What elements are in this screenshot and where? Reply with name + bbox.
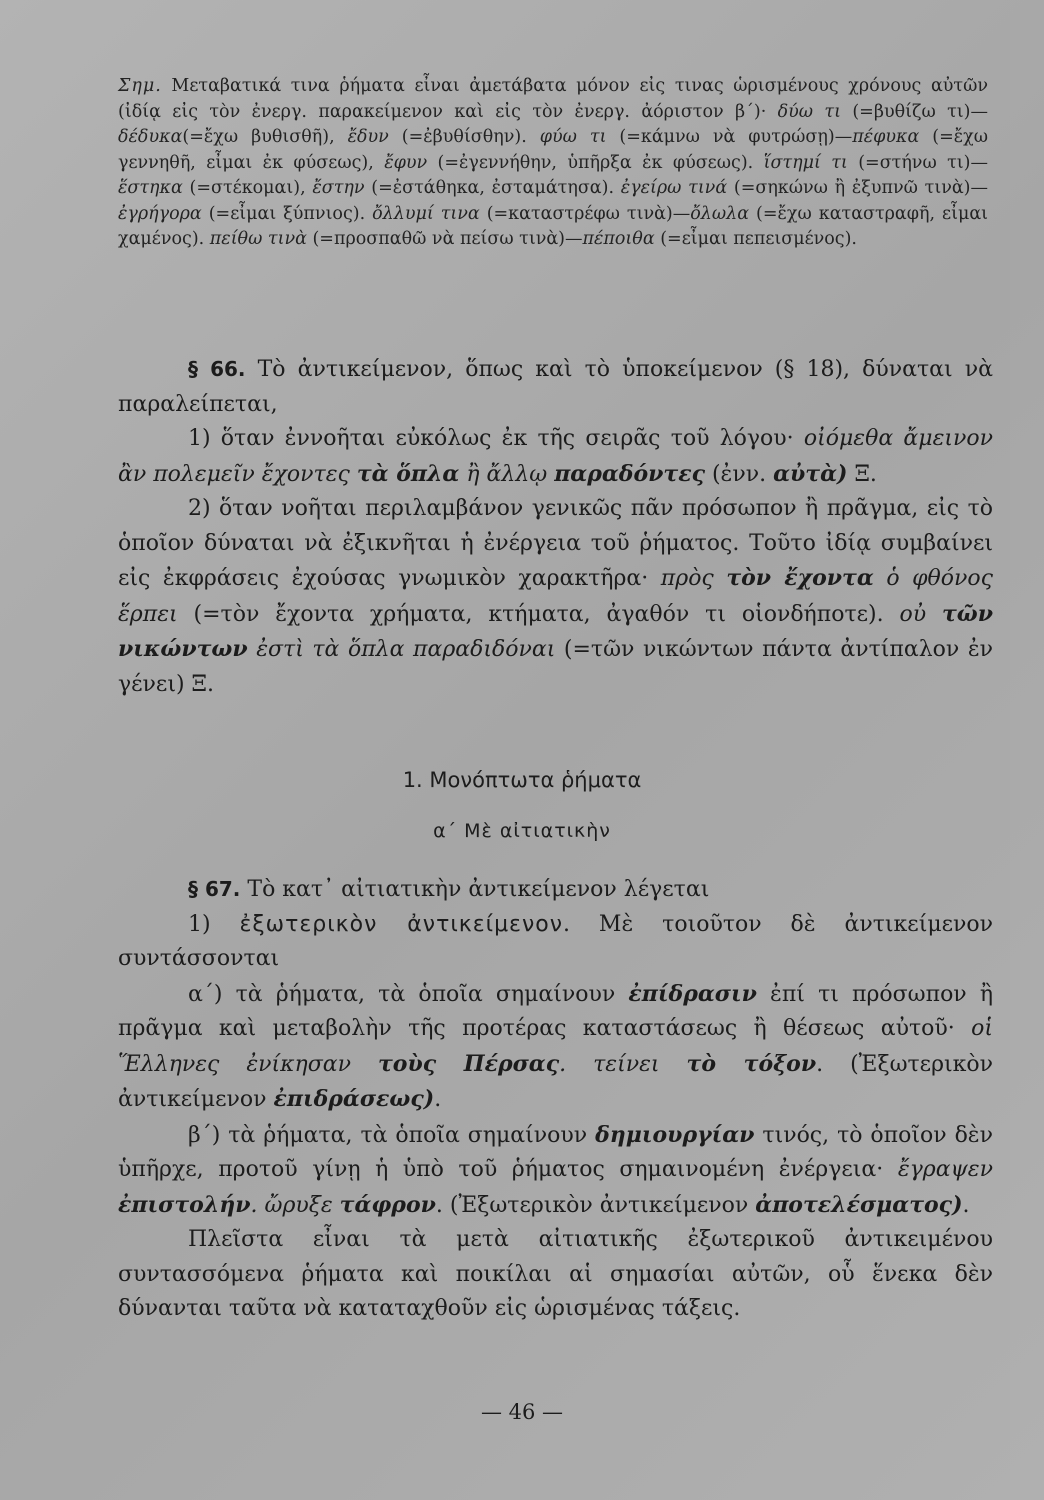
- footnote-paragraph: Σημ. Μεταβατικά τινα ῥήματα εἶναι ἀμετάβατα μόνον εἰς τινας ὡρισμένους χρόνους αὐτῶν (ἰδίᾳ εἰς τὸν ἐνεργ. παρακείμενον καὶ εἰς τὸν ἐνεργ. ἀόριστον β΄)· δύω τι (=βυθίζω τι)—δέδυκα(=ἔχω βυθισθῆ), ἔδυν (=ἐβυθίσθην). φύω τι (=κάμνω νὰ φυτρώσῃ)—πέφυκα (=ἔχω γεννηθῆ, εἶμαι ἐκ φύσεως), ἔφυν (=ἐγεννήθην, ὑπῆρξα ἐκ φύσεως). ἵστημί τι (=στήνω τι)—ἕστηκα (=στέκομαι), ἔστην (=ἐστάθηκα, ἐσταμάτησα). ἐγείρω τινά (=σηκώνω ἢ ἐξυπνῶ τινὰ)—ἐγρήγορα (=εἶμαι ξύπνιος). ὄλλυμί τινα (=καταστρέφω τινὰ)—ὄλωλα (=ἔχω καταστραφῆ, εἶμαι χαμένος). πείθω τινὰ (=προσπαθῶ νὰ πείσω τινὰ)—πέποιθα (=εἶμαι πεπεισμένος).: [118, 76, 989, 249]
- closing-paragraph: Πλεῖστα εἶναι τὰ μετὰ αἰτιατικῆς ἐξωτερικοῦ ἀντικειμένου συντασσόμενα ῥήματα καὶ ποικίλαι αἱ σημασίαι αὐτῶν, οὗ ἕνεκα δὲν δύνανται ταῦτα νὰ καταταχθοῦν εἰς ὡρισμένας τάξεις.: [118, 1227, 993, 1321]
- section-67-intro: § 67. Τὸ κατ᾿ αἰτιατικὴν ἀντικείμενον λέγεται: [188, 877, 710, 902]
- subheading-accusative: α΄ Μὲ αἰτιατικὴν: [433, 820, 611, 842]
- heading-monoptota: 1. Μονόπτωτα ῥήματα: [402, 768, 642, 792]
- case-2-paragraph: 2) ὅταν νοῆται περιλαμβάνον γενικῶς πᾶν πρόσωπον ἢ πρᾶγμα, εἰς τὸ ὁποῖον δύναται νὰ ἐξικνῆται ἡ ἐνέργεια τοῦ ῥήματος. Τοῦτο ἰδίᾳ συμβαίνει εἰς ἐκφράσεις ἐχούσας γνωμικὸν χαρακτῆρα· πρὸς τὸν ἔχοντα ὁ φθόνος ἕρπει (=τὸν ἔχοντα χρήματα, κτήματα, ἀγαθόν τι οἱονδήποτε). οὐ τῶν νικώντων ἐστὶ τὰ ὅπλα παραδιδόναι (=τῶν νικώντων πάντα ἀντίπαλον ἐν γένει) Ξ.: [118, 496, 994, 697]
- case-1-paragraph: 1) ὅταν ἐννοῆται εὐκόλως ἐκ τῆς σειρᾶς τοῦ λόγου· οἰόμεθα ἄμεινον ἂν πολεμεῖν ἔχοντες τὰ ὅπλα ἢ ἄλλῳ παραδόντες (ἐνν. αὐτὰ) Ξ.: [118, 426, 993, 487]
- section-number: § 67.: [188, 877, 241, 901]
- section-66: [118, 352, 993, 702]
- section-66-intro: § 66. Τὸ ἀντικείμενον, ὅπως καὶ τὸ ὑποκείμενον (§ 18), δύναται νὰ παραλείπεται,: [118, 357, 993, 417]
- case-b-paragraph: β΄) τὰ ῥήματα, τὰ ὁποῖα σημαίνουν δημιουργίαν τινός, τὸ ὁποῖον δὲν ὑπῆρχε, προτοῦ γίνῃ ἡ ὑπὸ τοῦ ῥήματος σημαινομένη ἐνέργεια· ἔγραψεν ἐπιστολήν. ὤρυξε τάφρον. (Ἐξωτερικὸν ἀντικείμενον ἀποτελέσματος).: [118, 1121, 993, 1218]
- note-abbreviation: Σημ.: [118, 76, 162, 96]
- external-object-paragraph: 1) ἐξωτερικὸν ἀντικείμενον. Μὲ τοιοῦτον δὲ ἀντικείμενον συντάσσονται: [118, 911, 994, 971]
- section-number: § 66.: [188, 357, 246, 381]
- case-a-paragraph: α΄) τὰ ῥήματα, τὰ ὁποῖα σημαίνουν ἐπίδρασιν ἐπί τι πρόσωπον ἢ πρᾶγμα καὶ μεταβολὴν τῆς προτέρας καταστάσεως ἢ θέσεως αὐτοῦ· οἱ Ἕλληνες ἐνίκησαν τοὺς Πέρσας. τείνει τὸ τόξον. (Ἐξωτερικὸν ἀντικείμενον ἐπιδράσεως).: [118, 980, 994, 1112]
- section-67: [118, 872, 993, 1327]
- page-number: — 46 —: [480, 1400, 564, 1424]
- spaced-term: ἐξωτερικὸν ἀντικείμενον: [239, 911, 563, 937]
